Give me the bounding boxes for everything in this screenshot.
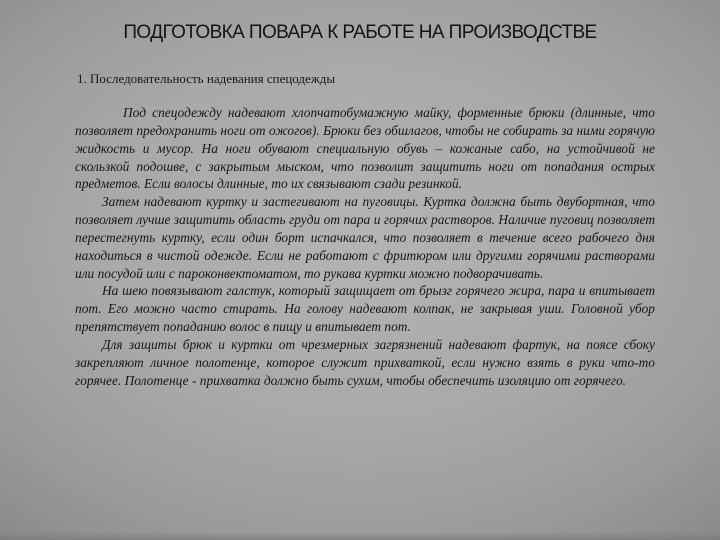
bottom-shadow — [0, 532, 720, 540]
paragraph: Под спецодежду надевают хлопчатобумажную майку, форменные брюки (длинные, что позволяет предохранить ноги от ожогов). Брюки без обшлагов, чтобы не собирать за ними горячую жидкость и мусор. На ноги обувают специальную обувь – кожаные сабо, на устойчивой не скользкой подошве, с закрытым мыском, что позволит защитить ноги от попадания острых предметов. Если волосы длинные, то их связывают сзади резинкой. — [75, 105, 655, 192]
paragraph: Для защиты брюк и куртки от чрезмерных загрязнений надевают фартук, на поясе сбоку закрепляют личное полотенце, которое служит прихваткой, если нужно взять в руки что-то горячее. Полотенце - прихватка должно быть сухим, чтобы обеспечить изоляцию от горячего. — [75, 336, 655, 388]
slide-title: ПОДГОТОВКА ПОВАРА К РАБОТЕ НА ПРОИЗВОДСТВЕ — [123, 22, 597, 43]
section-heading: 1. Последовательность надевания спецодежды — [77, 71, 336, 86]
body-text — [75, 104, 655, 390]
paragraph: На шею повязывают галстук, который защищает от брызг горячего жира, пара и впитывает пот. Его можно часто стирать. На голову надевают колпак, не закрывая уши. Головной убор препятствует попаданию волос в пищу и впитывает пот. — [75, 283, 655, 335]
paragraph: Затем надевают куртку и застегивают на пуговицы. Куртка должна быть двубортная, что позволяет лучше защитить область груди от пара и горячих растворов. Наличие пуговиц позволяет перестегнуть куртку, если один борт испачкался, что позволяет в течение всего рабочего дня находиться в чистой одежде. Если не работают с фритюром или другими горячими растворами или посудой или с пароконвектоматом, то рукава куртки можно подворачивать. — [75, 194, 655, 281]
